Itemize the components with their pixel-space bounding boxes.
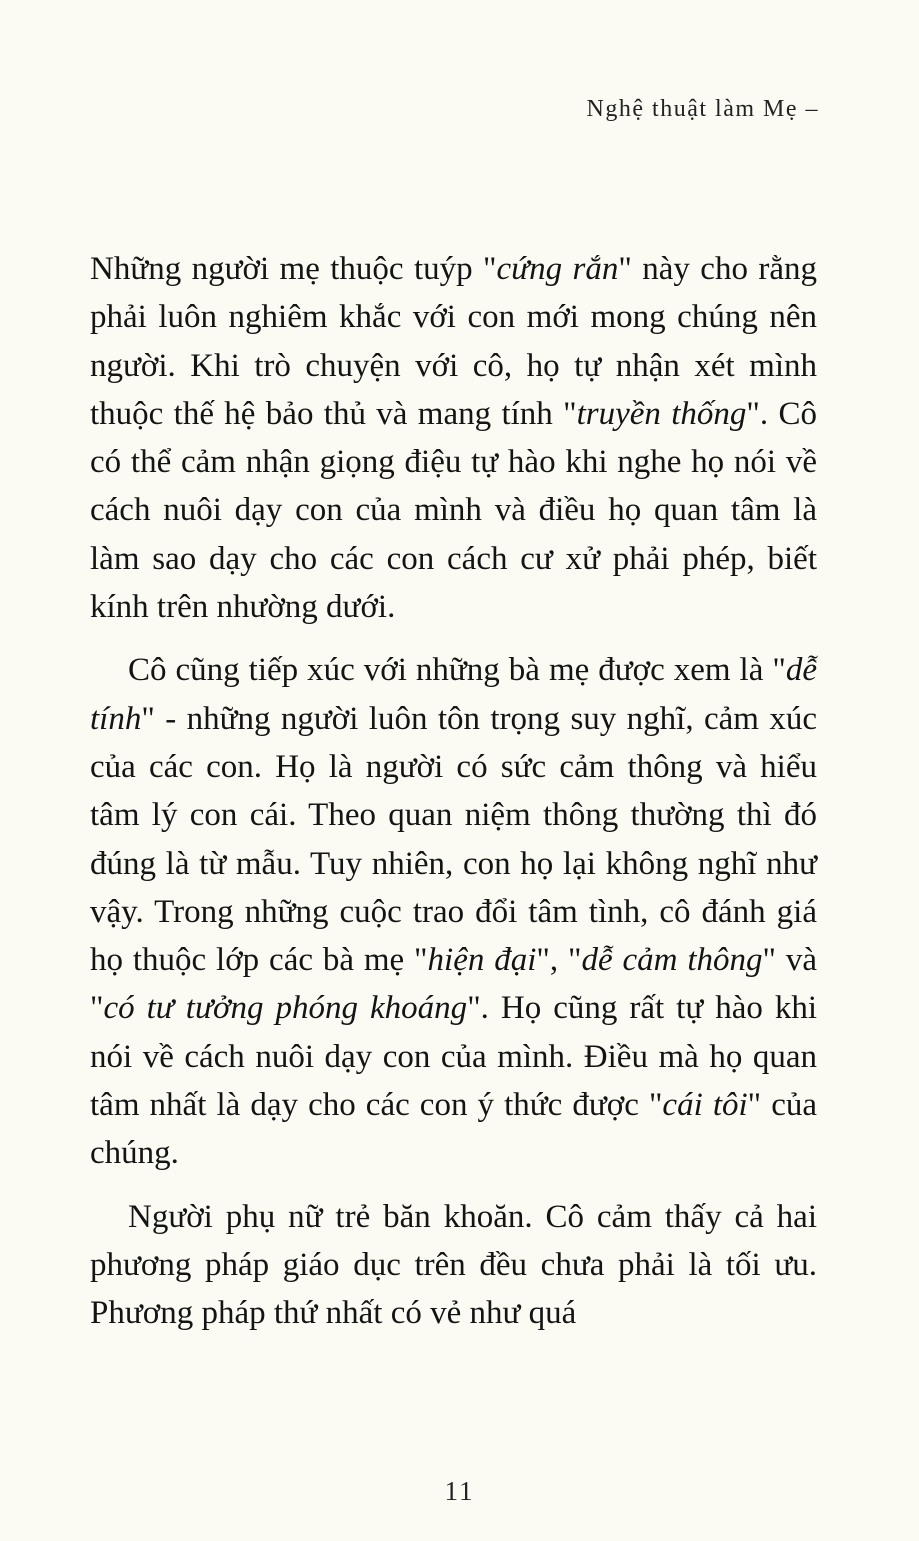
text-run: " và " [90, 942, 818, 1027]
text-run: ". Cô có thể cảm nhận giọng điệu tự hào khi nghe họ nói về cách nuôi dạy con của mình và điều họ quan tâm là làm sao dạy cho các con cách cư xử phải phép, biết kính trên nhường dưới. [90, 395, 817, 626]
italic-phrase: có tư tưởng phóng khoáng [103, 990, 468, 1027]
italic-phrase: hiện đại [427, 942, 537, 979]
italic-phrase: dễ tính [90, 652, 817, 737]
italic-phrase: dễ cảm thông [581, 942, 763, 979]
body-text [90, 245, 817, 1338]
page-number: 11 [444, 1476, 475, 1506]
italic-phrase: truyền thống [576, 395, 747, 432]
italic-phrase: cứng rắn [496, 251, 619, 287]
text-run: Người phụ nữ trẻ băn khoăn. Cô cảm thấy cả hai phương pháp giáo dục trên đều chưa phải là tối ưu. Phương pháp thứ nhất có vẻ như quá [90, 1198, 817, 1332]
text-run: " của chúng. [90, 1087, 817, 1172]
running-header: Nghệ thuật làm Mẹ – [586, 96, 819, 122]
paragraph [90, 245, 817, 631]
paragraph [90, 646, 817, 1177]
text-run: Cô cũng tiếp xúc với những bà mẹ được xem là " [128, 652, 786, 689]
italic-phrase: cái tôi [662, 1087, 748, 1124]
paragraph [90, 1193, 817, 1338]
text-run: Những người mẹ thuộc tuýp " [90, 251, 497, 287]
text-run: " - những người luôn tôn trọng suy nghĩ, cảm xúc của các con. Họ là người có sức cảm thông và hiểu tâm lý con cái. Theo quan niệm thông thường thì đó đúng là từ mẫu. Tuy nhiên, con họ lại không nghĩ như vậy. Trong những cuộc trao đổi tâm tình, cô đánh giá họ thuộc lớp các bà mẹ " [90, 700, 817, 979]
text-run: " này cho rằng phải luôn nghiêm khắc với con mới mong chúng nên người. Khi trò chuyện với cô, họ tự nhận xét mình thuộc thế hệ bảo thủ và mang tính " [90, 251, 817, 432]
text-run: ", " [536, 942, 582, 979]
text-run: ". Họ cũng rất tự hào khi nói về cách nuôi dạy con của mình. Điều mà họ quan tâm nhất là dạy cho các con ý thức được " [90, 990, 817, 1124]
